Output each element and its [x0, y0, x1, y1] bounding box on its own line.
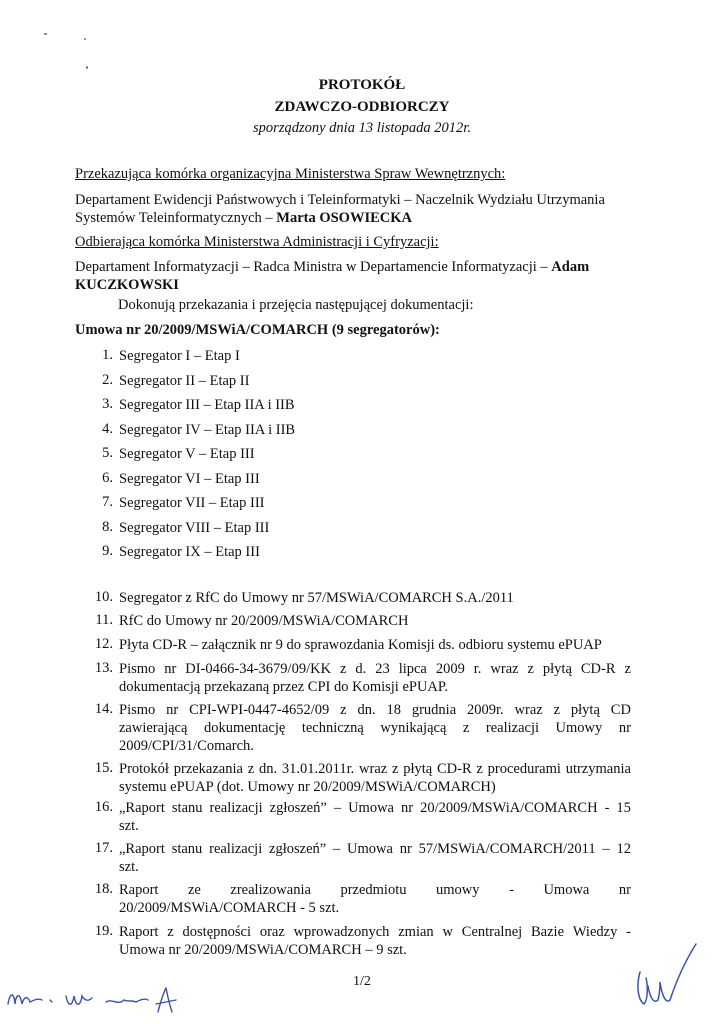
binder-item: Segregator II – Etap II: [119, 373, 250, 389]
list-item-number: 19.: [94, 923, 113, 939]
intro-text: Dokonują przekazania i przejęcia następującej dokumentacji:: [118, 297, 474, 313]
binder-number: 1.: [102, 347, 113, 363]
transferring-line-2: Systemów Teleinformatycznych –: [75, 210, 277, 226]
list-item-number: 18.: [94, 881, 113, 897]
document-subtitle: ZDAWCZO-ODBIORCZY: [274, 99, 450, 115]
document-title: PROTOKÓŁ: [318, 77, 406, 93]
list-item-number: 13.: [94, 660, 113, 676]
binder-item: Segregator III – Etap IIA i IIB: [119, 397, 295, 413]
binder-item: Segregator VI – Etap III: [119, 471, 260, 487]
initials-signature-icon: [0, 982, 200, 1022]
binder-item: Segregator I – Etap I: [119, 348, 240, 364]
list-item-word: Raport: [119, 882, 159, 898]
transferring-unit-description: [75, 191, 631, 227]
receiving-unit-description: [75, 258, 631, 294]
list-item-line: dokumentacją przekazaną przez CPI do Komisji ePUAP.: [119, 679, 448, 695]
contract-heading: Umowa nr 20/2009/MSWiA/COMARCH (9 segregatorów):: [75, 322, 440, 338]
binder-number: 7.: [102, 494, 113, 510]
list-item-line: 20/2009/MSWiA/COMARCH - 5 szt.: [119, 900, 340, 916]
binder-number: 9.: [102, 543, 113, 559]
list-item: [119, 881, 631, 917]
receiving-person-last: KUCZKOWSKI: [75, 277, 179, 293]
list-item-line: Protokół przekazania z dn. 31.01.2011r. wraz z płytą CD-R z procedurami utrzymania: [119, 761, 631, 777]
transferring-unit-label: Przekazująca komórka organizacyjna Ministerstwa Spraw Wewnętrznych:: [75, 166, 506, 182]
document-date: sporządzony dnia 13 listopada 2012r.: [253, 120, 471, 136]
list-item-number: 17.: [94, 840, 113, 856]
list-item-number: 14.: [94, 701, 113, 717]
list-item: [119, 923, 631, 959]
binder-number: 6.: [102, 470, 113, 486]
list-item: [119, 660, 631, 696]
receiving-person-first: Adam: [551, 259, 590, 275]
list-item: [119, 701, 631, 755]
list-item-line: RfC do Umowy nr 20/2009/MSWiA/COMARCH: [119, 613, 409, 629]
list-item-line: Raport z dostępności oraz wprowadzonych zmian w Centralnej Bazie Wiedzy -: [119, 924, 631, 940]
list-item-line: zawierającą dokumentację techniczną wynikającą z realizacji Umowy nr: [119, 720, 631, 736]
list-item-line: szt.: [119, 859, 139, 875]
binder-number: 4.: [102, 421, 113, 437]
binder-number: 2.: [102, 372, 113, 388]
list-item: [119, 589, 631, 607]
list-item-word: zrealizowania: [230, 882, 311, 898]
list-item-number: 16.: [94, 799, 113, 815]
page-number: 1/2: [353, 974, 371, 989]
binder-item: Segregator VII – Etap III: [119, 495, 265, 511]
list-item-word: ze: [188, 882, 201, 898]
list-item-number: 10.: [94, 589, 113, 605]
receiving-line-1: Departament Informatyzacji – Radca Ministra w Departamencie Informatyzacji –: [75, 259, 552, 275]
transferring-person: Marta OSOWIECKA: [276, 210, 412, 226]
list-item-word: -: [509, 882, 514, 898]
list-item-line: „Raport stanu realizacji zgłoszeń” – Umowa nr 20/2009/MSWiA/COMARCH - 15: [119, 800, 631, 816]
list-item-word: umowy: [436, 882, 480, 898]
receiving-unit-label: Odbierająca komórka Ministerstwa Administracji i Cyfryzacji:: [75, 234, 439, 250]
list-item-word: Umowa: [543, 882, 590, 898]
list-item-line: „Raport stanu realizacji zgłoszeń” – Umowa nr 57/MSWiA/COMARCH/2011 – 12: [119, 841, 631, 857]
list-item-line: Pismo nr DI-0466-34-3679/09/KK z d. 23 lipca 2009 r. wraz z płytą CD-R z: [119, 661, 631, 677]
list-item-number: 12.: [94, 636, 113, 652]
list-item-line: 2009/CPI/31/Comarch.: [119, 738, 254, 754]
list-item: [119, 612, 631, 630]
binder-number: 3.: [102, 396, 113, 412]
binder-number: 5.: [102, 445, 113, 461]
list-item-line: systemu ePUAP (dot. Umowy nr 20/2009/MSWiA/COMARCH): [119, 779, 496, 795]
list-item-number: 15.: [94, 760, 113, 776]
list-item: [119, 840, 631, 876]
list-item-word: przedmiotu: [340, 882, 407, 898]
binder-item: Segregator IX – Etap III: [119, 544, 260, 560]
list-item-word: nr: [618, 882, 631, 898]
binder-item: Segregator V – Etap III: [119, 446, 255, 462]
transferring-line-1: Departament Ewidencji Państwowych i Teleinformatyki – Naczelnik Wydziału Utrzymania: [75, 192, 605, 208]
list-item: [119, 636, 631, 654]
list-item-line: Płyta CD-R – załącznik nr 9 do sprawozdania Komisji ds. odbioru systemu ePUAP: [119, 637, 602, 653]
binder-number: 8.: [102, 519, 113, 535]
list-item-line: Segregator z RfC do Umowy nr 57/MSWiA/COMARCH S.A./2011: [119, 590, 514, 606]
binder-item: Segregator VIII – Etap III: [119, 520, 270, 536]
list-item: [119, 799, 631, 835]
handwritten-signature-icon: [630, 942, 710, 1012]
binder-item: Segregator IV – Etap IIA i IIB: [119, 422, 296, 438]
list-item: [119, 760, 631, 796]
list-item-number: 11.: [95, 612, 113, 628]
list-item-line: Pismo nr CPI-WPI-0447-4652/09 z dn. 18 grudnia 2009r. wraz z płytą CD: [119, 702, 631, 718]
list-item-line: szt.: [119, 818, 139, 834]
list-item-line: Umowa nr 20/2009/MSWiA/COMARCH – 9 szt.: [119, 942, 407, 958]
